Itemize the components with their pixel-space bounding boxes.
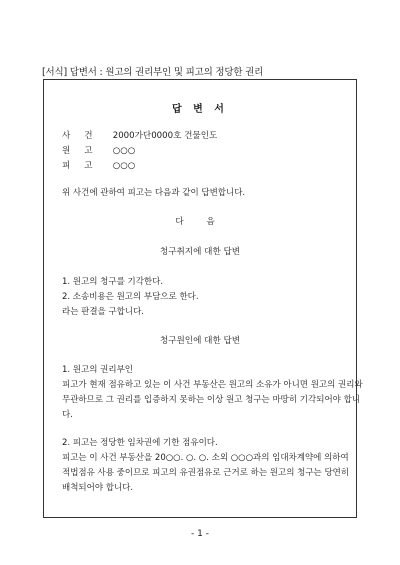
case-value: 2000가단0000호 건물인도: [112, 131, 218, 141]
section1-item-1: 1. 원고의 청구를 기각한다.: [62, 277, 164, 287]
defendant-row: [62, 159, 135, 171]
section2-line-5: 2. 피고는 정당한 임차권에 기한 점유이다.: [62, 438, 218, 448]
section2-line-1: 1. 원고의 권리부인: [62, 365, 133, 375]
document-title: 답 변 서: [172, 104, 228, 115]
form-header: [서식] 답변서 : 원고의 권리부인 및 피고의 정당한 권리: [42, 67, 264, 78]
intro-text: 위 사건에 관하여 피고는 다음과 같이 답변합니다.: [62, 188, 246, 198]
section2-line-8: 배척되어야 합니다.: [62, 483, 134, 493]
defendant-label: 피고: [62, 161, 107, 171]
section1-item-3: 라는 판결을 구합니다.: [62, 307, 145, 317]
section2-line-3: 무관하므로 그 권리를 입증하지 못하는 이상 원고 청구는 마땅히 기각되어야 합니: [62, 395, 360, 405]
plaintiff-label: 원고: [62, 146, 107, 156]
page-number: - 1 -: [191, 529, 209, 539]
next-heading: 다 음: [175, 217, 225, 227]
plaintiff-value: ○○○: [112, 146, 136, 156]
section2-line-2: 피고가 현재 점유하고 있는 이 사건 부동산은 원고의 소유가 아니면 원고의 권리와: [62, 380, 363, 390]
section2-line-6: 피고는 이 사건 부동산을 20○○. ○. ○. 소외 ○○○과의 임대차계약에 의하여: [62, 453, 349, 463]
plaintiff-row: [62, 144, 135, 156]
section2-line-4: 다.: [62, 410, 73, 420]
case-label: 사건: [62, 131, 107, 141]
defendant-value: ○○○: [112, 161, 136, 171]
case-row: [62, 129, 217, 141]
section2-title: 청구원인에 대한 답변: [159, 336, 241, 346]
section2-line-7: 적법점유 사용 중이므로 피고의 유권점유로 근거로 하는 원고의 청구는 당연히: [62, 468, 350, 478]
section1-title: 청구취지에 대한 답변: [159, 247, 241, 257]
section1-item-2: 2. 소송비용은 원고의 부담으로 한다.: [62, 292, 199, 302]
